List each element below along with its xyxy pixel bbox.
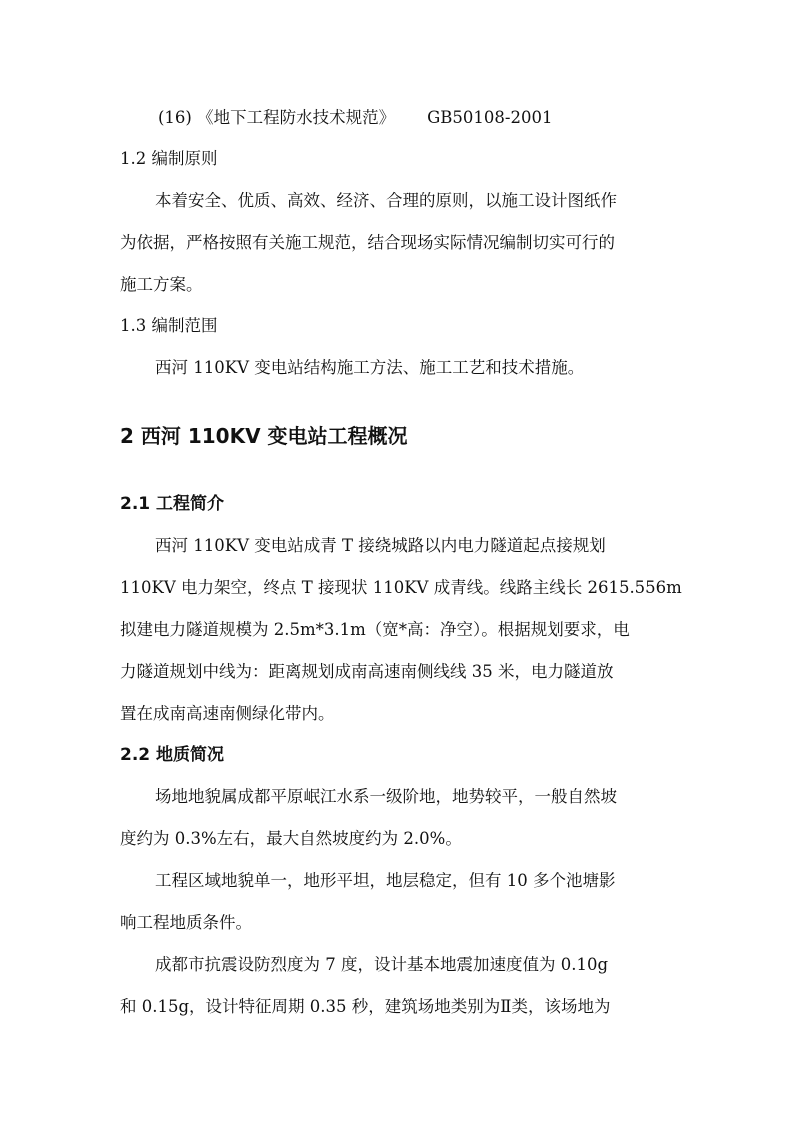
paragraph-line: 成都市抗震设防烈度为 7 度，设计基本地震加速度值为 0.10g [155,955,609,974]
paragraph-line: 施工方案。 [120,275,203,294]
paragraph-line: 度约为 0.3%左右，最大自然坡度约为 2.0%。 [120,829,462,848]
paragraph-line: 西河 110KV 变电站结构施工方法、施工工艺和技术措施。 [155,358,585,377]
paragraph-line: 场地地貌属成都平原岷江水系一级阶地，地势较平，一般自然坡 [155,787,617,806]
paragraph-line: 响工程地质条件。 [120,913,252,932]
reference-title: (16) 《地下工程防水技术规范》 [158,108,396,127]
section-heading-2-2: 2.2 地质简况 [120,745,225,765]
paragraph-line: 西河 110KV 变电站成青 T 接绕城路以内电力隧道起点接规划 [155,536,606,555]
section-heading-1-3: 1.3 编制范围 [120,316,218,335]
section-heading-2-1: 2.1 工程简介 [120,494,225,514]
chapter-heading-2: 2 西河 110KV 变电站工程概况 [120,424,408,448]
paragraph-line: 110KV 电力架空，终点 T 接现状 110KV 成青线。线路主线长 2615.556m [120,578,682,597]
paragraph-line: 置在成南高速南侧绿化带内。 [120,704,335,723]
paragraph-line: 拟建电力隧道规模为 2.5m*3.1m（宽*高：净空）。根据规划要求，电 [120,620,630,639]
paragraph-line: 力隧道规划中线为：距离规划成南高速南侧线线 35 米，电力隧道放 [120,662,614,681]
reference-item-16 [158,107,553,129]
section-heading-1-2: 1.2 编制原则 [120,149,218,168]
paragraph-line: 本着安全、优质、高效、经济、合理的原则，以施工设计图纸作 [155,191,617,210]
paragraph-line: 工程区域地貌单一，地形平坦，地层稳定，但有 10 多个池塘影 [155,871,616,890]
paragraph-line: 和 0.15g，设计特征周期 0.35 秒，建筑场地类别为Ⅱ类，该场地为 [120,997,611,1016]
paragraph-line: 为依据，严格按照有关施工规范，结合现场实际情况编制切实可行的 [120,233,615,252]
reference-code: GB50108-2001 [427,108,553,127]
